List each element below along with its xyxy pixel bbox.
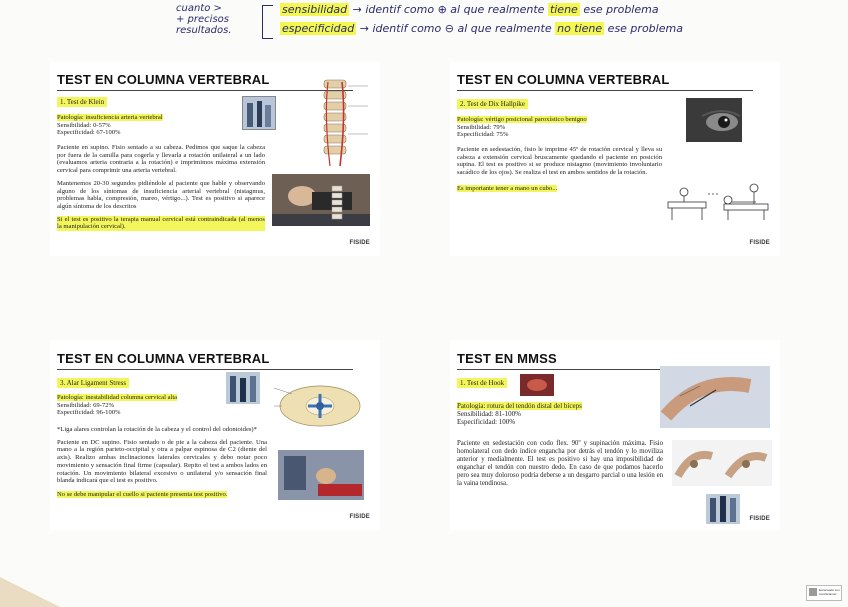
test-name: 3. Alar Ligament Stress (57, 378, 129, 388)
vertebra-illustration (272, 376, 368, 436)
fiside-logo: FISIDE (349, 514, 370, 520)
hand-diagram (672, 440, 772, 486)
handwritten-note-especificidad (280, 22, 683, 35)
spine-illustration (302, 76, 372, 172)
fiside-logo: FISIDE (349, 240, 370, 246)
title-rule (57, 369, 353, 370)
especificidad: Especificidad: 96-100% (57, 409, 121, 417)
especificidad: Especificidad: 100% (457, 418, 516, 427)
clinical-photo (278, 450, 364, 500)
paragraph: Paciente en sedestación, fisio le imprime 45º de rotación cervical y lleva su cabeza a extensión cervical bruscamente quedando el paciente en posición supina. El test es positivo si se produce nistagmo (movimiento involuntario sacádico de los ojos). Se realiza el test en ambos sentidos de la rotación. (457, 146, 662, 177)
title-rule (457, 90, 753, 91)
warning-note: No se debe manipular el cuello si paciente presenta test positivo. (57, 490, 228, 498)
slide-title: TEST EN COLUMNA VERTEBRAL (457, 72, 670, 87)
note-line: cuanto > (176, 3, 222, 14)
note-text: ese problema (583, 3, 659, 16)
test-description (457, 146, 662, 198)
slide-title: TEST EN COLUMNA VERTEBRAL (57, 351, 270, 366)
test-stats (457, 402, 657, 427)
handwritten-note-left (176, 3, 232, 36)
note-highlight: no tiene (557, 22, 603, 35)
arrow: → (352, 3, 362, 16)
patologia: Patología: insuficiencia arteria vertebral (57, 114, 163, 121)
test-name: 1. Test de Hook (457, 378, 507, 388)
thumb-photo-bottom (706, 494, 740, 524)
thumb-photo (520, 374, 554, 396)
scanner-label: Escaneado con CamScanner (819, 588, 840, 596)
test-name: 1. Test de Klein (57, 97, 107, 107)
sensibilidad: Sensibilidad: 0-57% (57, 121, 111, 129)
test-name: 2. Test de Dix Hallpike (457, 99, 528, 109)
sensibilidad: Sensibilidad: 69-72% (57, 401, 114, 409)
patologia: Patología: vértigo posicional paroxístico benigno (457, 116, 587, 123)
especificidad: Especificidad: 67-100% (57, 129, 121, 137)
especificidad: Especificidad: 75% (457, 131, 509, 139)
note-term: especificidad (282, 22, 355, 35)
slide-hook (450, 340, 780, 530)
note-text: ese problema (607, 22, 683, 35)
spine-mini-illustration (330, 184, 344, 224)
slide-klein (50, 62, 380, 256)
eye-photo (686, 98, 742, 142)
paragraph: Paciente en supino. Fisio sentado a su cabeza. Pedimos que saque la cabeza por fuera de la camilla para cogerla y llevarla a rotación unilateral a un lado (evaluamos arteria contraria a la rotación) e imprimimos máxima extensión cervical para comprimir una arteria vertebral. (57, 144, 265, 175)
slide-alar-ligament (50, 340, 380, 530)
note-line: + precisos (176, 14, 229, 25)
arrow: → (359, 22, 369, 35)
warning-note: Si el test es positivo la terapia manual cervical está contraindicada (al menos la manipulación cervical). (57, 215, 265, 231)
sensibilidad: Sensibilidad: 79% (457, 123, 506, 131)
fiside-logo: FISIDE (749, 240, 770, 246)
note-term: sensibilidad (282, 3, 348, 16)
test-stats (457, 116, 657, 139)
positioning-diagram (662, 174, 774, 224)
test-description (57, 426, 267, 504)
handwritten-note-sensibilidad (280, 3, 659, 16)
clinical-photo (272, 174, 370, 226)
test-description (57, 144, 265, 236)
note-text: identif como ⊕ al que realmente (365, 3, 545, 16)
test-description (457, 440, 663, 493)
thumb-photo (226, 372, 260, 404)
patologia: Patología: rotura del tendón distal del bíceps (457, 402, 582, 410)
note-highlight: tiene (549, 3, 578, 16)
tip-note: Es importante tener a mano un cubo... (457, 184, 558, 192)
paragraph: *Liga alares controlan la rotación de la cabeza y el control del odontoides)* (57, 426, 257, 433)
note-text: identif como ⊖ al que realmente (372, 22, 552, 35)
slide-title: TEST EN MMSS (457, 351, 557, 366)
camscanner-icon (809, 588, 817, 596)
slide-title: TEST EN COLUMNA VERTEBRAL (57, 72, 270, 87)
paragraph: Paciente en DC supino. Fisio sentado o de pie a la cabeza del paciente. Una mano a la región parieto-occipital y otra a palpar espinosa de C2 (diente del axis). Realizo ambas inclinaciones laterales cervicales y debo notar poco movimiento y sensación final firme (capsular). Repito el test a ambos lados en rotación. Un movimiento bilateral excesivo o unilateral y/o sensación final blanda indicará que el test es positivo. (57, 438, 267, 485)
test-stats (57, 114, 257, 137)
hook-test-photo (660, 366, 770, 428)
sensibilidad: Sensibilidad: 81-100% (457, 410, 521, 419)
paragraph: Paciente en sedestación con codo flex. 90º y supinación máxima. Fisio homolateral con dedo índice engancha por detrás el tendón y lo moviliza anterior y medialmente. El test es positivo si hay una imposibilidad de enganchar el tendón con nuestro dedo. En caso de que podamos hacerlo pero sea muy doloroso podría deberse a un desgarro parcial o una lesión en la vaina tendinosa. (457, 440, 663, 487)
fiside-logo: FISIDE (749, 516, 770, 522)
thumb-photo (242, 96, 276, 130)
page-corner-fold (0, 577, 60, 607)
paragraph: Mantenemos 20-30 segundos pidiéndole al paciente que hable y observando alguno de los síntomas de insuficiencia arterial vertebral (nistagmus, problemas habla, compresión, mareo, vértigo...). Test es positivo si aparece algún síntoma de los descritos (57, 179, 265, 210)
camscanner-badge (806, 585, 842, 601)
brace-mark (262, 5, 273, 39)
note-line: resultados. (176, 25, 232, 36)
slide-dix-hallpike (450, 62, 780, 256)
patologia: Patología: inestabilidad columna cervical alta (57, 394, 178, 401)
